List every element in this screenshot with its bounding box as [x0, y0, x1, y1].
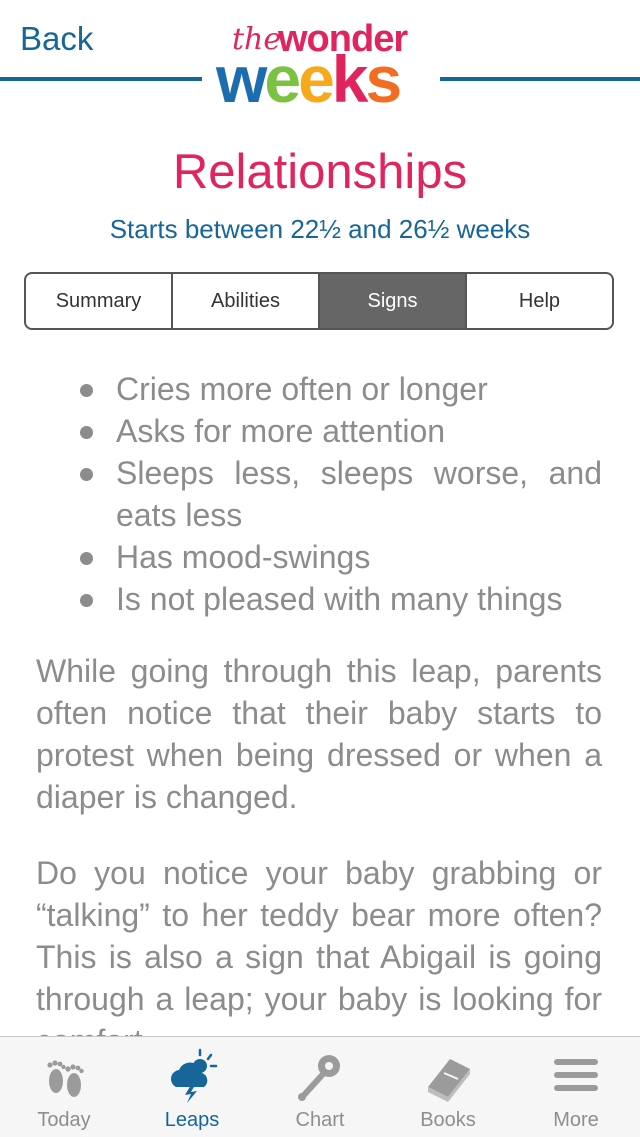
logo-the: the [232, 22, 282, 57]
header-rule-left [0, 77, 202, 81]
storm-cloud-icon [164, 1047, 220, 1103]
content-area[interactable] [36, 368, 602, 1036]
tabbar-item-more[interactable] [512, 1037, 640, 1137]
paragraph: Do you notice your baby grabbing or “talking” to her teddy bear more often? This is also a sign that Abigail is going through a leap; your baby is looking for [36, 855, 602, 1017]
tabbar-label: Books [420, 1109, 476, 1131]
tabbar-label: Today [37, 1109, 91, 1131]
tabbar-item-today[interactable] [0, 1037, 128, 1137]
rattle-icon [292, 1047, 348, 1103]
logo-letter: s [365, 42, 400, 116]
book-icon [420, 1047, 476, 1103]
page-title: Relationships [172, 145, 468, 199]
tabbar-label: Chart [295, 1109, 345, 1131]
tabbar-label: Leaps [164, 1109, 220, 1131]
logo-wonder: wonder [278, 18, 408, 60]
tab-abilities[interactable]: Abilities [173, 274, 320, 328]
logo-letter: e [264, 42, 299, 116]
list-item: Sleeps less, sleeps worse, and eats less [36, 452, 602, 536]
segmented-control [24, 272, 614, 330]
tabbar-item-leaps[interactable] [128, 1037, 256, 1137]
wonder-weeks-logo [214, 12, 424, 116]
paragraph: While going through this leap, parents often notice that their baby starts to protest when being dressed or when a diaper is changed. [36, 653, 602, 815]
signs-list [36, 368, 602, 620]
tab-summary[interactable]: Summary [26, 274, 173, 328]
tab-help[interactable]: Help [518, 289, 561, 312]
header-rule-right [440, 77, 640, 81]
bottom-tab-bar [0, 1036, 640, 1137]
tab-signs[interactable]: Signs [320, 274, 467, 328]
menu-icon [548, 1047, 604, 1103]
logo-weeks [216, 42, 400, 116]
list-item: Is not pleased with many things [36, 578, 602, 620]
footprints-icon [36, 1047, 92, 1103]
logo-letter: e [298, 42, 332, 116]
logo-letter: k [331, 42, 366, 116]
list-item: Asks for more attention [36, 410, 602, 452]
tabbar-item-chart[interactable] [256, 1037, 384, 1137]
list-item: Cries more often or longer [36, 368, 602, 410]
page-subtitle: Starts between 22½ and 26½ weeks [109, 214, 531, 244]
header [0, 0, 640, 120]
tabbar-item-books[interactable] [384, 1037, 512, 1137]
back-button[interactable]: Back [20, 20, 94, 57]
tabbar-label: More [553, 1109, 599, 1131]
logo-letter: w [216, 42, 265, 116]
list-item: Has mood-swings [36, 536, 602, 578]
